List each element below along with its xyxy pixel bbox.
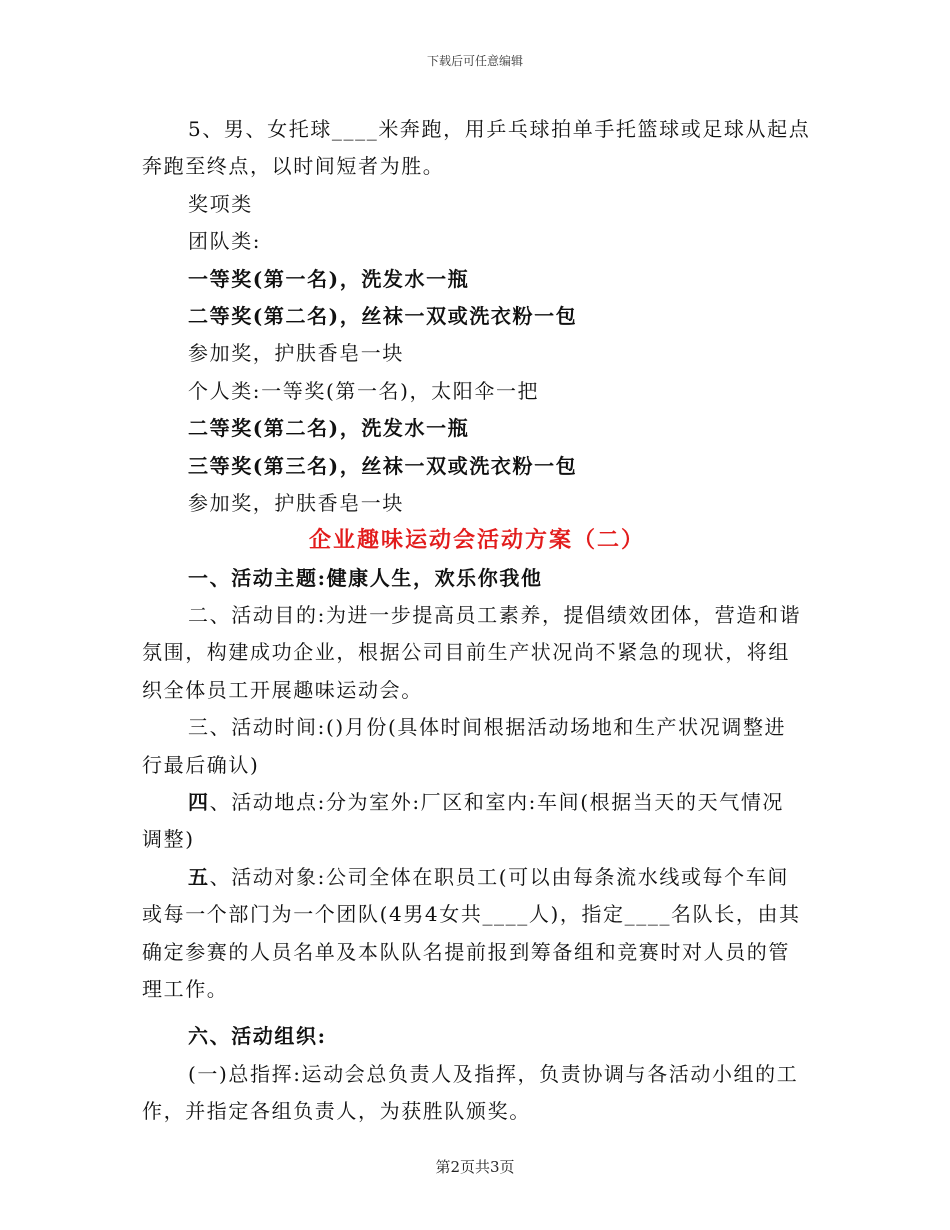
section-3-line-1: 三、活动时间:()月份(具体时间根据活动场地和生产状况调整进: [188, 715, 787, 740]
individual-first-prize: 个人类:一等奖(第一名)，太阳伞一把: [188, 378, 540, 403]
team-participation-prize: 参加奖，护肤香皂一块: [188, 341, 404, 366]
section-5-line-3: 确定参赛的人员名单及本队队名提前报到筹备组和竞赛时对人员的管: [142, 939, 790, 964]
section-4-heading: 四: [188, 790, 210, 815]
section-5-heading: 五: [188, 864, 210, 889]
section-2-line-1: 二、活动目的:为进一步提高员工素养，提倡绩效团体，营造和谐: [188, 603, 802, 628]
page-footer: 第2页共3页: [435, 1158, 515, 1176]
section-1-theme: 一、活动主题:健康人生，欢乐你我他: [188, 565, 543, 590]
section-2-line-3: 织全体员工开展趣味运动会。: [142, 677, 423, 702]
team-label: 团队类:: [188, 229, 262, 254]
section-title: 企业趣味运动会活动方案（二）: [308, 527, 645, 554]
individual-participation-prize: 参加奖，护肤香皂一块: [188, 490, 404, 515]
section-5-line-2: 或每一个部门为一个团队(4男4女共____人)，指定____名队长，由其: [142, 902, 801, 927]
team-second-prize: 二等奖(第二名)，丝袜一双或洗衣粉一包: [188, 303, 578, 328]
spacer: [142, 1008, 812, 1018]
section-4-line-2: 调整): [142, 827, 195, 852]
awards-label: 奖项类: [188, 191, 253, 216]
section-5-text: 、活动对象:公司全体在职员工(可以由每条流水线或每个车间: [209, 864, 789, 889]
section-6-1-line-1: (一)总指挥:运动会总负责人及指挥，负责协调与各活动小组的工: [188, 1061, 799, 1086]
section-3-line-2: 行最后确认): [142, 752, 260, 777]
document-body: [142, 111, 812, 1131]
individual-third-prize: 三等奖(第三名)，丝袜一双或洗衣粉一包: [188, 453, 578, 478]
team-first-prize: 一等奖(第一名)，洗发水一瓶: [188, 266, 470, 291]
section-6-1-line-2: 作，并指定各组负责人，为获胜队颁奖。: [142, 1099, 531, 1124]
section-2-line-2: 氛围，构建成功企业，根据公司目前生产状况尚不紧急的现状，将组: [142, 640, 790, 665]
section-4-line-1: [142, 784, 812, 821]
section-5-line-1: [142, 859, 812, 896]
rule-5-line-1: 5、男、女托球____米奔跑，用乒乓球拍单手托篮球或足球从起点: [188, 117, 811, 141]
section-6-organization: 六、活动组织:: [188, 1024, 327, 1049]
individual-second-prize: 二等奖(第二名)，洗发水一瓶: [188, 416, 470, 441]
rule-5-line-2: 奔跑至终点，以时间短者为胜。: [142, 154, 445, 179]
section-4-text: 、活动地点:分为室外:厂区和室内:车间(根据当天的天气情况: [209, 790, 785, 815]
section-5-line-4: 理工作。: [142, 976, 229, 1001]
page-header: 下载后可任意编辑: [426, 54, 523, 68]
